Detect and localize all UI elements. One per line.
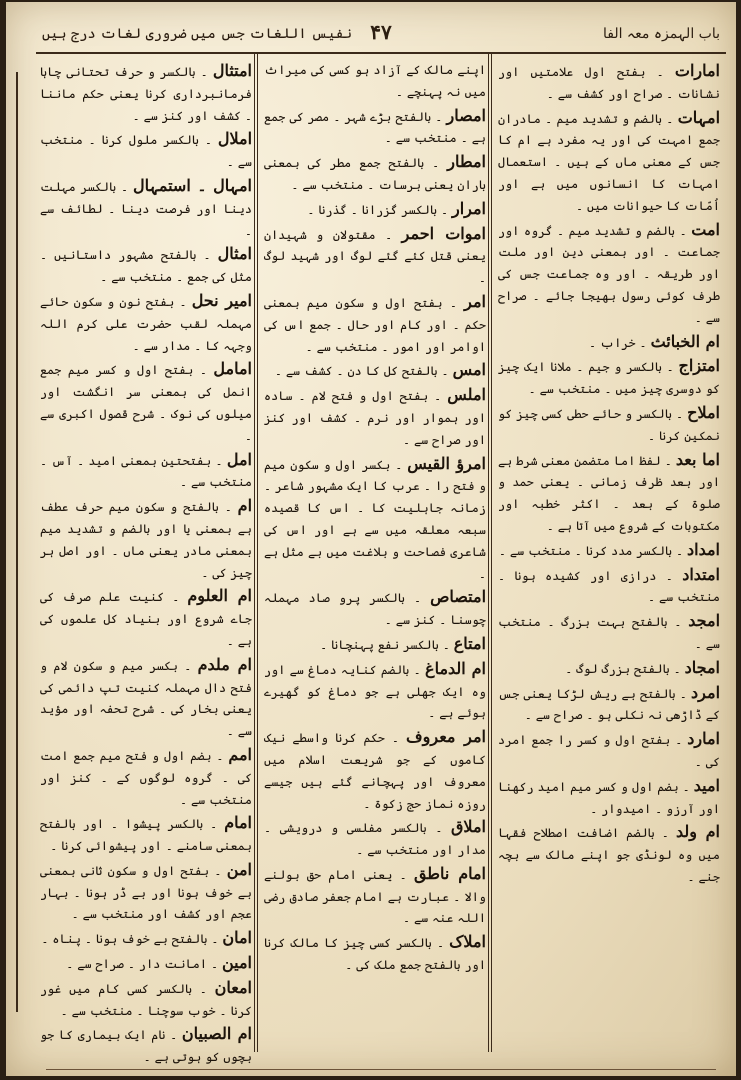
headword: امام ناطق xyxy=(413,863,486,883)
headword: امید xyxy=(693,775,720,795)
entry: امر ۔ بفتح اول و سکون میم بمعنی حکم ۔ اور کام اور حال ۔ جمع اس کی اوامر اور امور ۔ منتخب سے ۔ xyxy=(264,291,486,354)
definition: بفتح اول و سکون ثانی بمعنی بے خوف ہونا اور بے ڈر ہونا ۔ بہار عجم اور کشف اور منتخب سے ۔ xyxy=(40,863,252,922)
headword: امل xyxy=(226,449,252,469)
entry: اموات احمر ۔ مقتولان و شہیدان یعنی قتل کئے گئے لوگ اور شہید لوگ ۔ xyxy=(264,223,486,286)
entry: امامل ۔ بفتح اول و کسر میم جمع انمل کی بمعنی سر انگشت اور میلوں کی نوک ۔ شرح قصول اکبری سے ۔ xyxy=(40,359,252,443)
definition: بالکسر و حائے حطی کسی چیز کو نمکین کرنا ۔ xyxy=(498,406,720,443)
entry: امل ۔ بفتحتین بمعنی امید ۔ آس ۔ منتخب سے ۔ xyxy=(40,449,252,490)
definition: لفظ اما متضمن معنی شرط ہے اور بعد ظرف زمانی ۔ یعنی حمد و صلوۃ کے بعد ۔ اکثر خطبہ اور مکتوبات کے شروع میں آتا ہے ۔ xyxy=(498,453,720,533)
entry: امام ناطق ۔ یعنی امام حق بولنے والا ۔ عبارت ہے امام جعفر صادق رضی اللہ عنہ سے ۔ xyxy=(264,863,486,926)
definition: بالکسر کسی چیز کا مالک کرنا اور بالفتح جمع ملک کی ۔ xyxy=(264,936,486,973)
entry: امجاد ۔ بالفتح بزرگ لوگ ۔ xyxy=(565,657,720,677)
definition: بالفتح بے ریش لڑکا یعنی جس کے ڈاڑھی نہ نکلی ہو ۔ صراح سے ۔ xyxy=(498,686,720,723)
entry: املاق ۔ بالکسر مفلسی و درویشی ۔ مدار اور منتخب سے ۔ xyxy=(264,817,486,858)
headword: امعان xyxy=(214,977,252,997)
headword: امرار xyxy=(451,198,486,218)
entry: امان ۔ بالفتح بے خوف ہونا ۔ پناہ ۔ xyxy=(41,928,252,948)
definition: بالضم کنایہ دماغ سے اور وہ ایک جھلی ہے جو دماغ کو گھیرے ہوئے ہے ۔ xyxy=(264,662,486,721)
entry: امت ۔ بالضم و تشدید میم ۔ گروہ اور جماعت ۔ اور بمعنی دین اور ملت اور طریقہ ۔ اور وہ جماعت جس کی طرف کوئی رسول بھیجا جائے ۔ صراح سے ۔ xyxy=(498,219,720,325)
entry: ام ملدم ۔ بکسر میم و سکون لام و فتح دال مہملہ کنیت تپ دائمی کی یعنی بخار کی ۔ شرح تحفہ اور مؤید سے ۔ xyxy=(40,654,253,739)
headword: امام xyxy=(224,813,252,833)
definition: بفتح اول و کسر را جمع امرد کی ۔ xyxy=(498,733,720,769)
entry: ام الخبائث ۔ خراب ۔ xyxy=(588,331,720,351)
headword: امہال ۔ استمہال xyxy=(132,175,253,195)
headword: امرؤ القیس xyxy=(407,453,487,473)
headword: امرد xyxy=(691,682,721,702)
definition: بالکسر مدد کرنا ۔ منتخب سے ۔ xyxy=(498,543,673,558)
column-right xyxy=(498,60,720,1050)
headword: ام xyxy=(237,496,253,516)
entry: امطار ۔ بالفتح جمع مطر کی بمعنی باران یعنی برسات ۔ منتخب سے ۔ xyxy=(264,152,486,192)
entry: ام ۔ بالفتح و سکون میم حرف عطف ہے بمعنی یا اور بالضم و تشدید میم بمعنی مادر یعنی ماں ۔ اور اصل ہر چیز کی ۔ xyxy=(40,496,253,580)
headword: امصار xyxy=(446,105,486,125)
definition: بفتحتین بمعنی امید ۔ آس ۔ منتخب سے ۔ xyxy=(40,453,252,490)
headword: امجاد xyxy=(684,657,720,677)
headword: اموات احمر xyxy=(401,223,486,243)
definition: بالفتح بہت بزرگ ۔ منتخب سے ۔ xyxy=(498,615,720,651)
column-left xyxy=(40,60,253,1065)
entry: اما بعد ۔ لفظ اما متضمن معنی شرط ہے اور بعد ظرف زمانی ۔ یعنی حمد و صلوۃ کے بعد ۔ اکثر خطبہ اور مکتوبات کے شروع میں آتا ہے ۔ xyxy=(498,449,720,533)
definition: بالکسر و جیم ۔ ملانا ایک چیز کو دوسری چیز میں ۔ منتخب سے ۔ xyxy=(498,360,720,397)
headword: امم xyxy=(228,744,252,764)
entry: امین ۔ امانت دار ۔ صراح سے ۔ xyxy=(66,953,252,973)
entry: امعان ۔ بالکسر کسی کام میں غور کرنا ۔ خوب سوچنا ۔ منتخب سے ۔ xyxy=(40,977,252,1018)
definition: بالضم و تشدید میم ۔ گروہ اور جماعت ۔ اور بمعنی دین اور ملت اور طریقہ ۔ اور وہ جماعت جس کی طرف کوئی رسول بھیجا جائے ۔ صراح سے ۔ xyxy=(498,223,720,325)
definition: بفتح اول و فتح لام ۔ سادہ اور ہموار اور نرم ۔ کشف اور کنز اور صراح سے ۔ xyxy=(264,389,486,447)
headword: ام الصبیان xyxy=(181,1024,252,1044)
column-divider xyxy=(488,54,492,1052)
headword: امجد xyxy=(688,611,721,631)
entry: امم ۔ بضم اول و فتح میم جمع امت کی ۔ گروہ لوگوں کے ۔ کنز اور منتخب سے ۔ xyxy=(40,744,252,807)
header-section-title: باب الہمزہ معہ الفا xyxy=(602,26,720,42)
headword: امارات xyxy=(674,61,720,80)
definition: بفتح اول و سکون میم بمعنی حکم ۔ اور کام اور حال ۔ جمع اس کی اوامر اور امور ۔ منتخب سے ۔ xyxy=(264,295,486,354)
definition: بالکسر پیشوا ۔ اور بالفتح بمعنی سامنے ۔ اور پیشوائی کرنا ۔ xyxy=(40,817,252,854)
page-number: ۴۷ xyxy=(370,20,392,44)
definition: کنیت علم صرف کی جاے شروع اور بنیاد کل علموں کی ہے ۔ xyxy=(40,590,252,648)
headword: امت xyxy=(691,219,720,239)
headword: امتزاج xyxy=(678,356,720,376)
definition: بالفتح بزرگ لوگ ۔ xyxy=(565,661,670,676)
headword: امتصاص xyxy=(430,587,487,607)
definition: نام ایک بیماری کا جو بچوں کو ہوتی ہے ۔ xyxy=(40,1028,252,1065)
column-divider xyxy=(254,54,258,1052)
headword: امتثال xyxy=(212,61,252,80)
definition: بالکسر مہلت دینا اور فرصت دینا ۔ لطائف سے ۔ xyxy=(40,179,252,238)
headword: املاک xyxy=(449,932,486,952)
definition: بالکسر نفع پہنچانا ۔ xyxy=(320,637,439,652)
definition: مقتولان و شہیدان یعنی قتل کئے گئے لوگ اور شہید لوگ ۔ xyxy=(264,227,486,286)
entry xyxy=(264,60,486,104)
left-margin-border xyxy=(16,72,38,1012)
entry: ام العلوم ۔ کنیت علم صرف کی جاے شروع اور بنیاد کل علموں کی ہے ۔ xyxy=(40,586,252,648)
definition: بالکسر کسی کام میں غور کرنا ۔ خوب سوچنا ۔ منتخب سے ۔ xyxy=(40,981,252,1018)
entry: امام ۔ بالکسر پیشوا ۔ اور بالفتح بمعنی سامنے ۔ اور پیشوائی کرنا ۔ xyxy=(40,813,252,854)
definition: بالفتح بے خوف ہونا ۔ پناہ ۔ xyxy=(41,932,208,947)
definition: بالکسر مفلسی و درویشی ۔ مدار اور منتخب سے ۔ xyxy=(264,821,486,858)
definition: بکسر میم و سکون لام و فتح دال مہملہ کنیت تپ دائمی کی یعنی بخار کی ۔ شرح تحفہ اور مؤید سے ۔ xyxy=(40,658,252,739)
definition: بالکسر پرو صاد مہملہ چوسنا ۔ کنز سے ۔ xyxy=(264,591,486,628)
headword: امس xyxy=(452,360,486,380)
headword: امیر نحل xyxy=(191,290,252,310)
entry: امجد ۔ بالفتح بہت بزرگ ۔ منتخب سے ۔ xyxy=(498,611,721,651)
headword: امثال xyxy=(217,244,252,264)
definition: اپنے مالک کے آزاد ہو کسی کی میراث میں نہ پہنچے ۔ xyxy=(264,63,486,99)
entry: امس ۔ بالفتح کل کا دن ۔ کشف سے ۔ xyxy=(274,360,486,380)
headword: امہات xyxy=(677,107,721,127)
definition: بضم اول و فتح میم جمع امت کی ۔ گروہ لوگوں کے ۔ کنز اور منتخب سے ۔ xyxy=(40,748,252,807)
definition: بالضم اضافت اصطلاح فقہا میں وہ لونڈی جو اپنے مالک سے بچہ جنے ۔ xyxy=(498,826,720,884)
entry: امتداد ۔ درازی اور کشیدہ ہونا ۔ منتخب سے ۔ xyxy=(498,564,720,605)
headword: ام ملدم xyxy=(197,654,253,674)
entry: ام الدماغ ۔ بالضم کنایہ دماغ سے اور وہ ایک جھلی ہے جو دماغ کو گھیرے ہوئے ہے ۔ xyxy=(264,658,486,721)
entry: امداد ۔ بالکسر مدد کرنا ۔ منتخب سے ۔ xyxy=(498,539,720,559)
column-middle xyxy=(264,60,486,1050)
entry: امتثال ۔ بالکسر و حرف تحتانی چاہا فرمانبرداری کرنا یعنی حکم ماننا ۔ کشف اور کنز سے ۔ xyxy=(40,61,252,123)
entry: امید ۔ بضم اول و کسر میم امید رکھنا اور آرزو ۔ امیدوار ۔ xyxy=(498,775,720,816)
entry: امثال ۔ بالفتح مشہور داستانیں ۔ مثل کی جمع ۔ منتخب سے ۔ xyxy=(40,244,252,285)
definition: بالکسر گزرانا ۔ گذرنا ۔ xyxy=(307,202,438,217)
definition: بالکسر و حرف تحتانی چاہا فرمانبرداری کرنا یعنی حکم ماننا ۔ کشف اور کنز سے ۔ xyxy=(40,65,252,123)
definition: بضم اول و کسر میم امید رکھنا اور آرزو ۔ امیدوار ۔ xyxy=(498,779,720,816)
entry: امہال ۔ استمہال ۔ بالکسر مہلت دینا اور فرصت دینا ۔ لطائف سے ۔ xyxy=(40,175,253,238)
headword: امتاع xyxy=(453,633,486,653)
entry: املاح ۔ بالکسر و حائے حطی کسی چیز کو نمکین کرنا ۔ xyxy=(498,402,720,443)
headword: امطار xyxy=(447,152,486,172)
entry: امیر نحل ۔ بفتح نون و سکون حائے مہملہ لقب حضرت علی کرم اللہ وجہہ کا ۔ مدار سے ۔ xyxy=(40,290,252,353)
entry: امتاع ۔ بالکسر نفع پہنچانا ۔ xyxy=(320,633,486,653)
entry: ام ولد ۔ بالضم اضافت اصطلاح فقہا میں وہ لونڈی جو اپنے مالک سے بچہ جنے ۔ xyxy=(498,822,721,884)
headword: ام العلوم xyxy=(187,586,252,606)
headword: امن xyxy=(226,859,252,879)
definition: خراب ۔ xyxy=(588,335,636,350)
entry: امصار ۔ بالفتح بڑے شہر ۔ مصر کی جمع ہے ۔ منتخب سے ۔ xyxy=(264,105,486,146)
entry: امرد ۔ بالفتح بے ریش لڑکا یعنی جس کے ڈاڑھی نہ نکلی ہو ۔ صراح سے ۔ xyxy=(498,682,721,723)
entry: امرؤ القیس ۔ بکسر اول و سکون میم و فتح را ۔ عرب کا ایک مشہور شاعر ۔ زمانہ جاہلیت کا ۔ اس کا قصیدہ سبعہ معلقہ میں سے ہے اور اس کی شاعری فصاحت و بلاغت میں بے مثل ہے ۔ xyxy=(264,453,487,581)
headword: امان xyxy=(222,928,252,948)
headword: املاح xyxy=(687,402,720,422)
headword: امر xyxy=(464,291,486,311)
headword: امین xyxy=(221,953,252,973)
definition: حکم کرنا واسطے نیک کاموں کے جو شریعت اسلام میں معروف اور پہچانے گئے ہیں جیسے روزہ نماز حج زکوۃ ۔ xyxy=(264,731,486,811)
definition: بالفتح کل کا دن ۔ کشف سے ۔ xyxy=(274,364,438,379)
entry: امتزاج ۔ بالکسر و جیم ۔ ملانا ایک چیز کو دوسری چیز میں ۔ منتخب سے ۔ xyxy=(498,356,720,397)
headword: ام الخبائث xyxy=(650,331,720,351)
headword: امارد xyxy=(687,729,720,749)
definition: درازی اور کشیدہ ہونا ۔ منتخب سے ۔ xyxy=(498,568,720,605)
headword: املس xyxy=(447,385,486,405)
entry: املال ۔ بالکسر ملول کرنا ۔ منتخب سے ۔ xyxy=(40,129,253,170)
entry: امرار ۔ بالکسر گزرانا ۔ گذرنا ۔ xyxy=(307,198,486,218)
headword: امر معروف xyxy=(406,727,486,747)
page-header xyxy=(36,16,726,54)
entry: امتصاص ۔ بالکسر پرو صاد مہملہ چوسنا ۔ کنز سے ۔ xyxy=(264,587,487,628)
definition: بفتح اول و کسر میم جمع انمل کی بمعنی سر انگشت اور میلوں کی نوک ۔ شرح قصول اکبری سے ۔ xyxy=(40,363,252,443)
entry: امارات ۔ بفتح اول علامتیں اور نشانات ۔ صراح اور کشف سے ۔ xyxy=(498,61,720,101)
entry: املس ۔ بفتح اول و فتح لام ۔ سادہ اور ہموار اور نرم ۔ کشف اور کنز اور صراح سے ۔ xyxy=(264,385,486,447)
entry: املاک ۔ بالکسر کسی چیز کا مالک کرنا اور بالفتح جمع ملک کی ۔ xyxy=(264,932,486,973)
headword: املال xyxy=(217,129,253,149)
definition: یعنی امام حق بولنے والا ۔ عبارت ہے امام جعفر صادق رضی اللہ عنہ سے ۔ xyxy=(264,867,486,926)
definition: بالفتح و سکون میم حرف عطف ہے بمعنی یا اور بالضم و تشدید میم بمعنی مادر یعنی ماں ۔ اور اصل ہر چیز کی ۔ xyxy=(40,500,252,580)
definition: بالفتح جمع مطر کی بمعنی باران یعنی برسات ۔ منتخب سے ۔ xyxy=(264,156,486,192)
definition: بکسر اول و سکون میم و فتح را ۔ عرب کا ایک مشہور شاعر ۔ زمانہ جاہلیت کا ۔ اس کا قصیدہ سبعہ معلقہ میں سے ہے اور اس کی شاعری فصاحت و بلاغت میں بے مثل ہے ۔ xyxy=(264,457,486,581)
entry: امن ۔ بفتح اول و سکون ثانی بمعنی بے خوف ہونا اور بے ڈر ہونا ۔ بہار عجم اور کشف اور منتخب سے ۔ xyxy=(40,859,252,922)
headword: ام ولد xyxy=(675,822,721,842)
headword: اما بعد xyxy=(675,449,720,469)
definition: امانت دار ۔ صراح سے ۔ xyxy=(66,957,208,972)
entry: امہات ۔ بالضم و تشدید میم ۔ مادران جمع امہت کی اور یہ مفرد ہے ام کا جس کے معنی ماں کے ہیں ۔ استعمال امہات کا انسانوں میں ہے اور اُمّات کا حیوانات میں ۔ xyxy=(498,107,721,213)
definition: بفتح نون و سکون حائے مہملہ لقب حضرت علی کرم اللہ وجہہ کا ۔ مدار سے ۔ xyxy=(40,294,252,353)
entry: ام الصبیان ۔ نام ایک بیماری کا جو بچوں کو ہوتی ہے ۔ xyxy=(40,1024,252,1065)
header-book-title: نفیس اللغات جس میں ضروری لغات درج ہیں xyxy=(42,26,353,42)
entry: امارد ۔ بفتح اول و کسر را جمع امرد کی ۔ xyxy=(498,729,720,769)
definition: بالضم و تشدید میم ۔ مادران جمع امہت کی اور یہ مفرد ہے ام کا جس کے معنی ماں کے ہیں ۔ استعمال امہات کا انسانوں میں ہے اور اُمّات کا حیوانات میں ۔ xyxy=(498,111,720,213)
headword: امتداد xyxy=(682,564,720,584)
definition: بالکسر ملول کرنا ۔ منتخب سے ۔ xyxy=(40,133,252,170)
dictionary-page xyxy=(6,2,736,1076)
headword: املاق xyxy=(451,817,486,837)
definition: بالفتح مشہور داستانیں ۔ مثل کی جمع ۔ منتخب سے ۔ xyxy=(40,248,252,285)
headword: امامل xyxy=(213,359,252,379)
definition: بفتح اول علامتیں اور نشانات ۔ صراح اور کشف سے ۔ xyxy=(498,65,720,101)
entry: امر معروف ۔ حکم کرنا واسطے نیک کاموں کے جو شریعت اسلام میں معروف اور پہچانے گئے ہیں جیسے روزہ نماز حج زکوۃ ۔ xyxy=(264,727,486,811)
headword: امداد xyxy=(687,539,720,559)
definition: بالفتح بڑے شہر ۔ مصر کی جمع ہے ۔ منتخب سے ۔ xyxy=(264,109,486,146)
headword: ام الدماغ xyxy=(425,658,486,678)
bottom-rule xyxy=(46,1069,716,1070)
